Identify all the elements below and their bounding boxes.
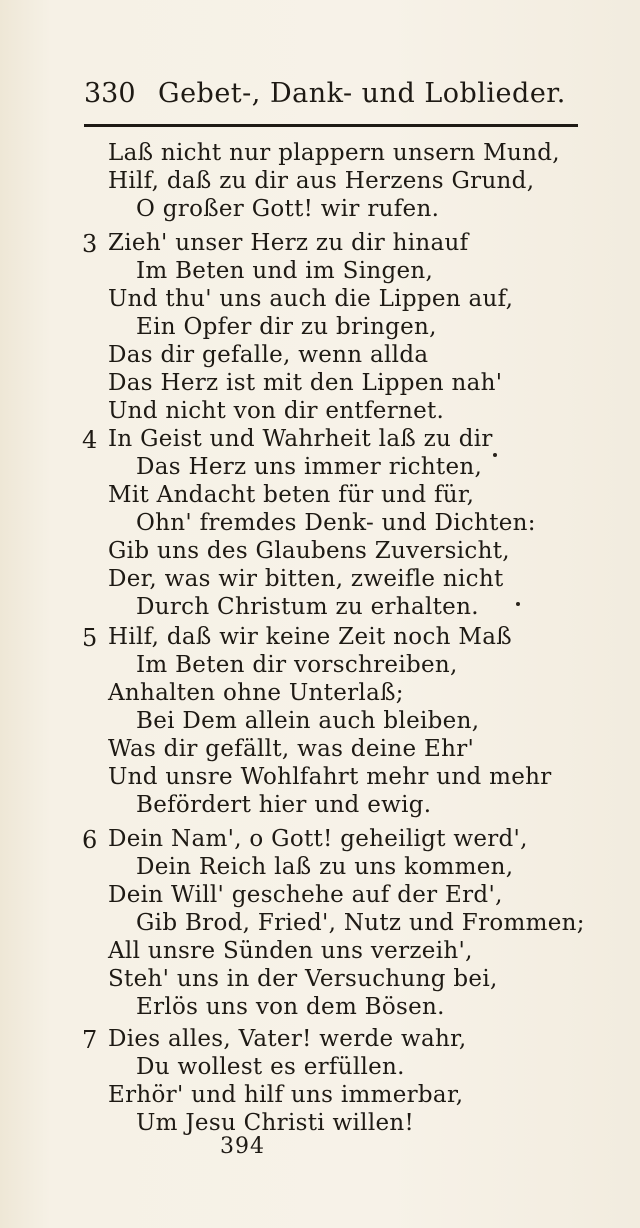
verse-line: Steh' uns in der Versuchung bei, (108, 966, 498, 992)
verse-line: Laß nicht nur plappern unsern Mund, (108, 140, 560, 166)
signature-mark: 394 (220, 1134, 265, 1159)
header-rule (84, 124, 578, 127)
verse-line: Erhör' und hilf uns immerbar, (108, 1082, 464, 1108)
verse-line: In Geist und Wahrheit laß zu dir (108, 426, 493, 452)
verse-line: Bei Dem allein auch bleiben, (136, 708, 480, 734)
running-title: Gebet-, Dank- und Loblieder. (158, 78, 566, 109)
verse-line: Zieh' unser Herz zu dir hinauf (108, 230, 469, 256)
verse-line: Befördert hier und ewig. (136, 792, 432, 818)
stanza-number: 5 (82, 624, 98, 652)
ink-speck (493, 453, 497, 457)
verse-line: Hilf, daß wir keine Zeit noch Maß (108, 624, 512, 650)
verse-line: Im Beten und im Singen, (136, 258, 434, 284)
verse-line: Das Herz ist mit den Lippen nah' (108, 370, 503, 396)
verse-line: Gib uns des Glaubens Zuversicht, (108, 538, 510, 564)
stanza-number: 3 (82, 230, 98, 258)
stanza-number: 4 (82, 426, 98, 454)
verse-line: Und thu' uns auch die Lippen auf, (108, 286, 514, 312)
verse-line: Erlös uns von dem Bösen. (136, 994, 445, 1020)
stanza-number: 7 (82, 1026, 98, 1054)
verse-line: Um Jesu Christi willen! (136, 1110, 415, 1136)
verse-line: Der, was wir bitten, zweifle nicht (108, 566, 504, 592)
page-header (84, 78, 578, 118)
page-number: 330 (84, 78, 136, 109)
verse-line: Das Herz uns immer richten, (136, 454, 483, 480)
verse-line: Durch Christum zu erhalten. (136, 594, 479, 620)
ink-speck (516, 602, 520, 606)
verse-line: Und unsre Wohlfahrt mehr und mehr (108, 764, 552, 790)
verse-line: Im Beten dir vorschreiben, (136, 652, 458, 678)
verse-line: Du wollest es erfüllen. (136, 1054, 405, 1080)
verse-line: All unsre Sünden uns verzeih', (108, 938, 473, 964)
verse-line: Ein Opfer dir zu bringen, (136, 314, 437, 340)
verse-line: Dein Reich laß zu uns kommen, (136, 854, 514, 880)
verse-line: Anhalten ohne Unterlaß; (108, 680, 404, 706)
verse-line: Ohn' fremdes Denk- und Dichten: (136, 510, 536, 536)
verse-line: Dein Nam', o Gott! geheiligt werd', (108, 826, 528, 852)
verse-line: Dein Will' geschehe auf der Erd', (108, 882, 503, 908)
verse-line: Hilf, daß zu dir aus Herzens Grund, (108, 168, 535, 194)
verse-line: Gib Brod, Fried', Nutz und Frommen; (136, 910, 585, 936)
verse-line: Dies alles, Vater! werde wahr, (108, 1026, 467, 1052)
verse-line: O großer Gott! wir rufen. (136, 196, 440, 222)
verse-line: Mit Andacht beten für und für, (108, 482, 475, 508)
verse-line: Was dir gefällt, was deine Ehr' (108, 736, 475, 762)
verse-line: Das dir gefalle, wenn allda (108, 342, 429, 368)
stanza-number: 6 (82, 826, 98, 854)
verse-line: Und nicht von dir entfernet. (108, 398, 445, 424)
